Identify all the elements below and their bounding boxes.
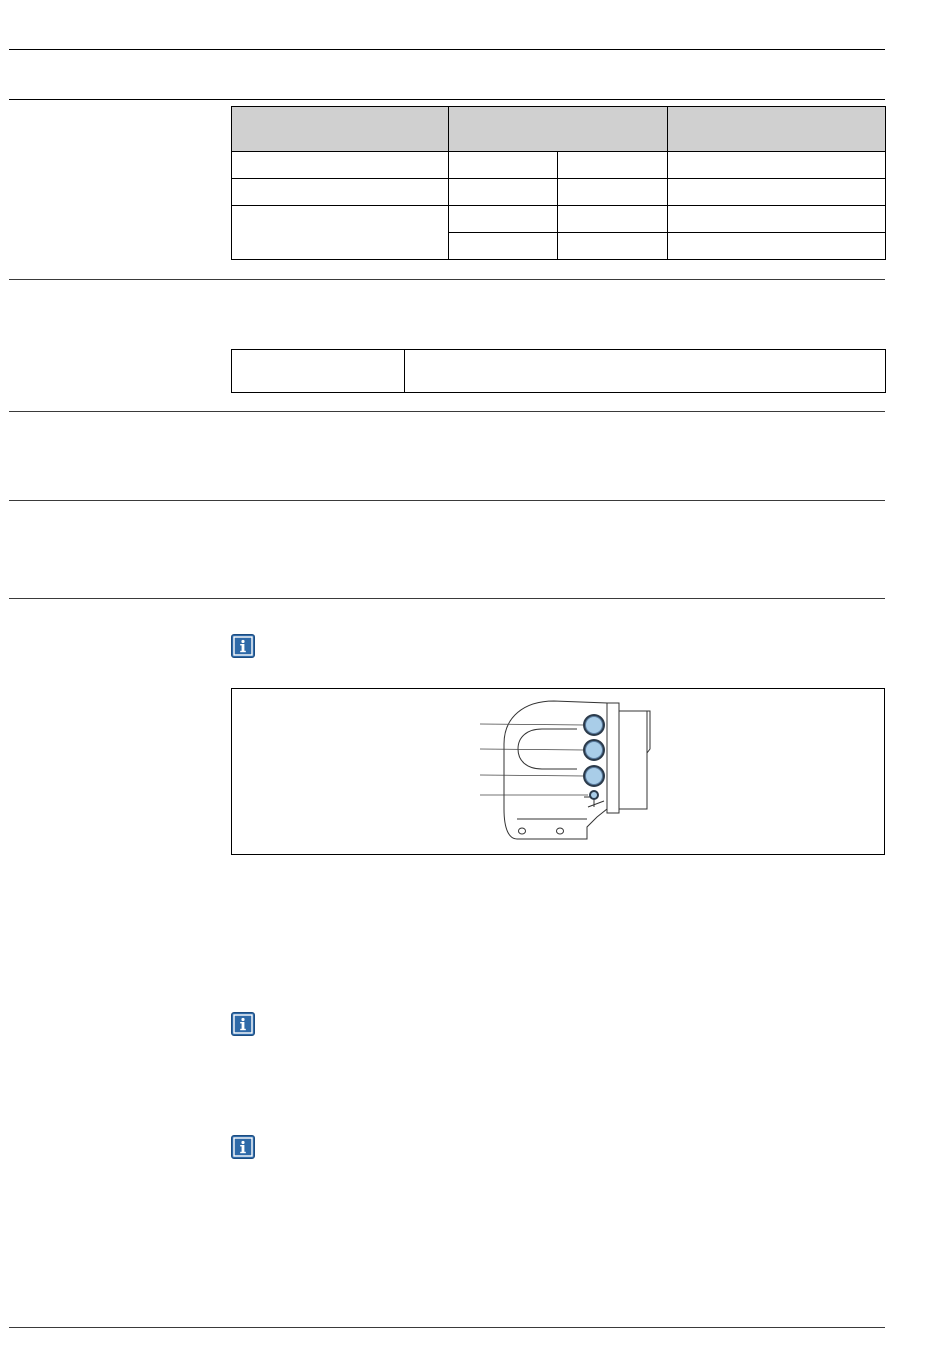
table-cell (558, 152, 668, 179)
table-cell (449, 233, 558, 260)
connector-1 (583, 714, 605, 736)
table-cell (232, 152, 449, 179)
header-rule (9, 49, 885, 50)
table-cell (668, 233, 886, 260)
table-cell (232, 206, 449, 260)
table-row (232, 206, 886, 233)
housing-figure (231, 688, 885, 855)
table-row (232, 152, 886, 179)
section-rule-3 (9, 411, 885, 412)
section-rule-1 (9, 99, 885, 100)
ground-screw (589, 790, 599, 800)
table-row (232, 179, 886, 206)
table-cell (232, 179, 449, 206)
info-icon (231, 634, 255, 658)
table-cell (449, 206, 558, 233)
table-cell (232, 350, 405, 393)
table-cell (558, 233, 668, 260)
table-cell (449, 152, 558, 179)
connector-2 (583, 739, 605, 761)
info-icon (231, 1135, 255, 1159)
section-rule-5 (9, 598, 885, 599)
table-cell (558, 206, 668, 233)
info-icon (231, 1012, 255, 1036)
section-rule-2 (9, 279, 885, 280)
section-rule-4 (9, 500, 885, 501)
housing-drawing (232, 689, 884, 854)
table-cell (405, 350, 886, 393)
table-cell (668, 179, 886, 206)
table-header-cell (668, 107, 886, 152)
table-header-row (232, 107, 886, 152)
table-cell (558, 179, 668, 206)
table-header-cell (232, 107, 449, 152)
table-header-cell (449, 107, 668, 152)
table-cell (668, 152, 886, 179)
footer-rule (9, 1327, 885, 1328)
table-cell (668, 206, 886, 233)
box-table (231, 349, 886, 393)
table-cell (449, 179, 558, 206)
connector-3 (583, 765, 605, 787)
table-row (232, 350, 886, 393)
spec-table (231, 106, 886, 260)
